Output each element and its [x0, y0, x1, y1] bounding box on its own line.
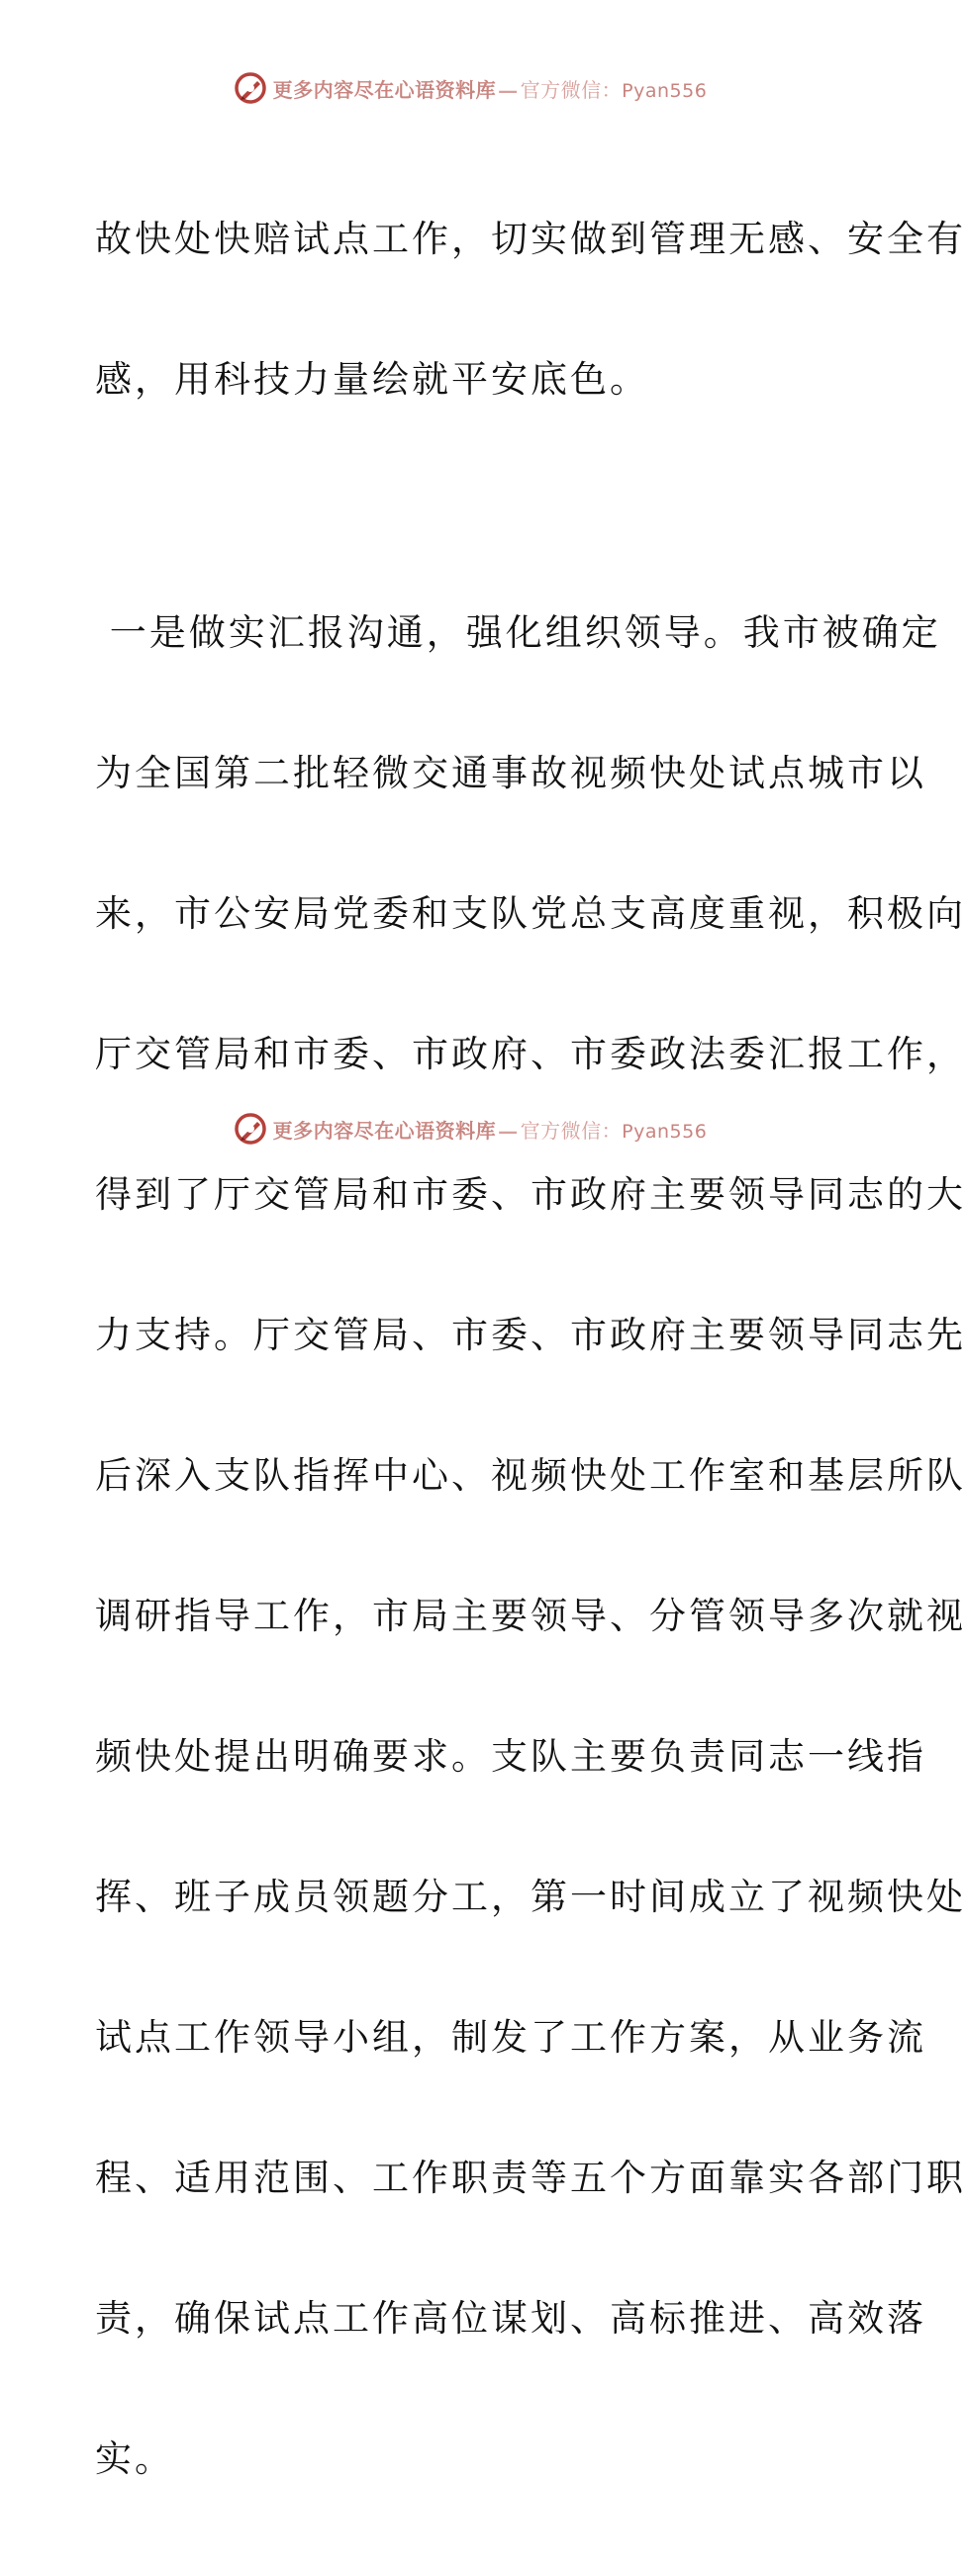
text-line: 一是做实汇报沟通，强化组织领导。我市被确定 [95, 611, 941, 654]
watermark-label: 官方微信： [520, 77, 623, 102]
text-line: 责，确保试点工作高位谋划、高标推进、高效落 [95, 2297, 926, 2340]
watermark-wechat-id: Pyan556 [622, 79, 708, 102]
pen-logo-icon [234, 1112, 267, 1146]
text-line: 厅交管局和市委、市政府、市委政法委汇报工作， [95, 1033, 966, 1075]
text-line: 调研指导工作，市局主要领导、分管领导多次就视 [95, 1595, 966, 1637]
text-line: 来，市公安局党委和支队党总支高度重视，积极向 [95, 892, 966, 935]
text-line: 力支持。厅交管局、市委、市政府主要领导同志先 [95, 1314, 966, 1356]
watermark-wechat-id: Pyan556 [622, 1120, 708, 1143]
footer-watermark [0, 1112, 940, 1146]
text-line: 程、适用范围、工作职责等五个方面靠实各部门职 [95, 2157, 966, 2199]
pen-logo-icon [234, 71, 267, 105]
document-body [95, 123, 966, 2576]
text-line: 感，用科技力量绘就平安底色。 [95, 358, 649, 401]
watermark-separator: — [498, 1118, 519, 1143]
paragraph-1 [95, 123, 966, 497]
text-line: 故快处快赔试点工作，切实做到管理无感、安全有 [95, 218, 966, 260]
watermark-separator: — [498, 77, 519, 102]
paragraph-2 [95, 516, 966, 2576]
text-line: 试点工作领导小组，制发了工作方案，从业务流 [95, 2016, 926, 2059]
watermark-text: 更多内容尽在心语资料库 [272, 77, 497, 102]
watermark-text: 更多内容尽在心语资料库 [272, 1118, 497, 1143]
text-line: 实。 [95, 2438, 174, 2480]
header-watermark [0, 71, 940, 105]
text-line: 挥、班子成员领题分工，第一时间成立了视频快处 [95, 1876, 966, 1918]
text-line: 后深入支队指挥中心、视频快处工作室和基层所队 [95, 1454, 966, 1497]
text-line: 为全国第二批轻微交通事故视频快处试点城市以 [95, 752, 926, 794]
text-line: 得到了厅交管局和市委、市政府主要领导同志的大 [95, 1173, 966, 1216]
watermark-label: 官方微信： [520, 1118, 623, 1143]
text-line: 频快处提出明确要求。支队主要负责同志一线指 [95, 1735, 926, 1778]
